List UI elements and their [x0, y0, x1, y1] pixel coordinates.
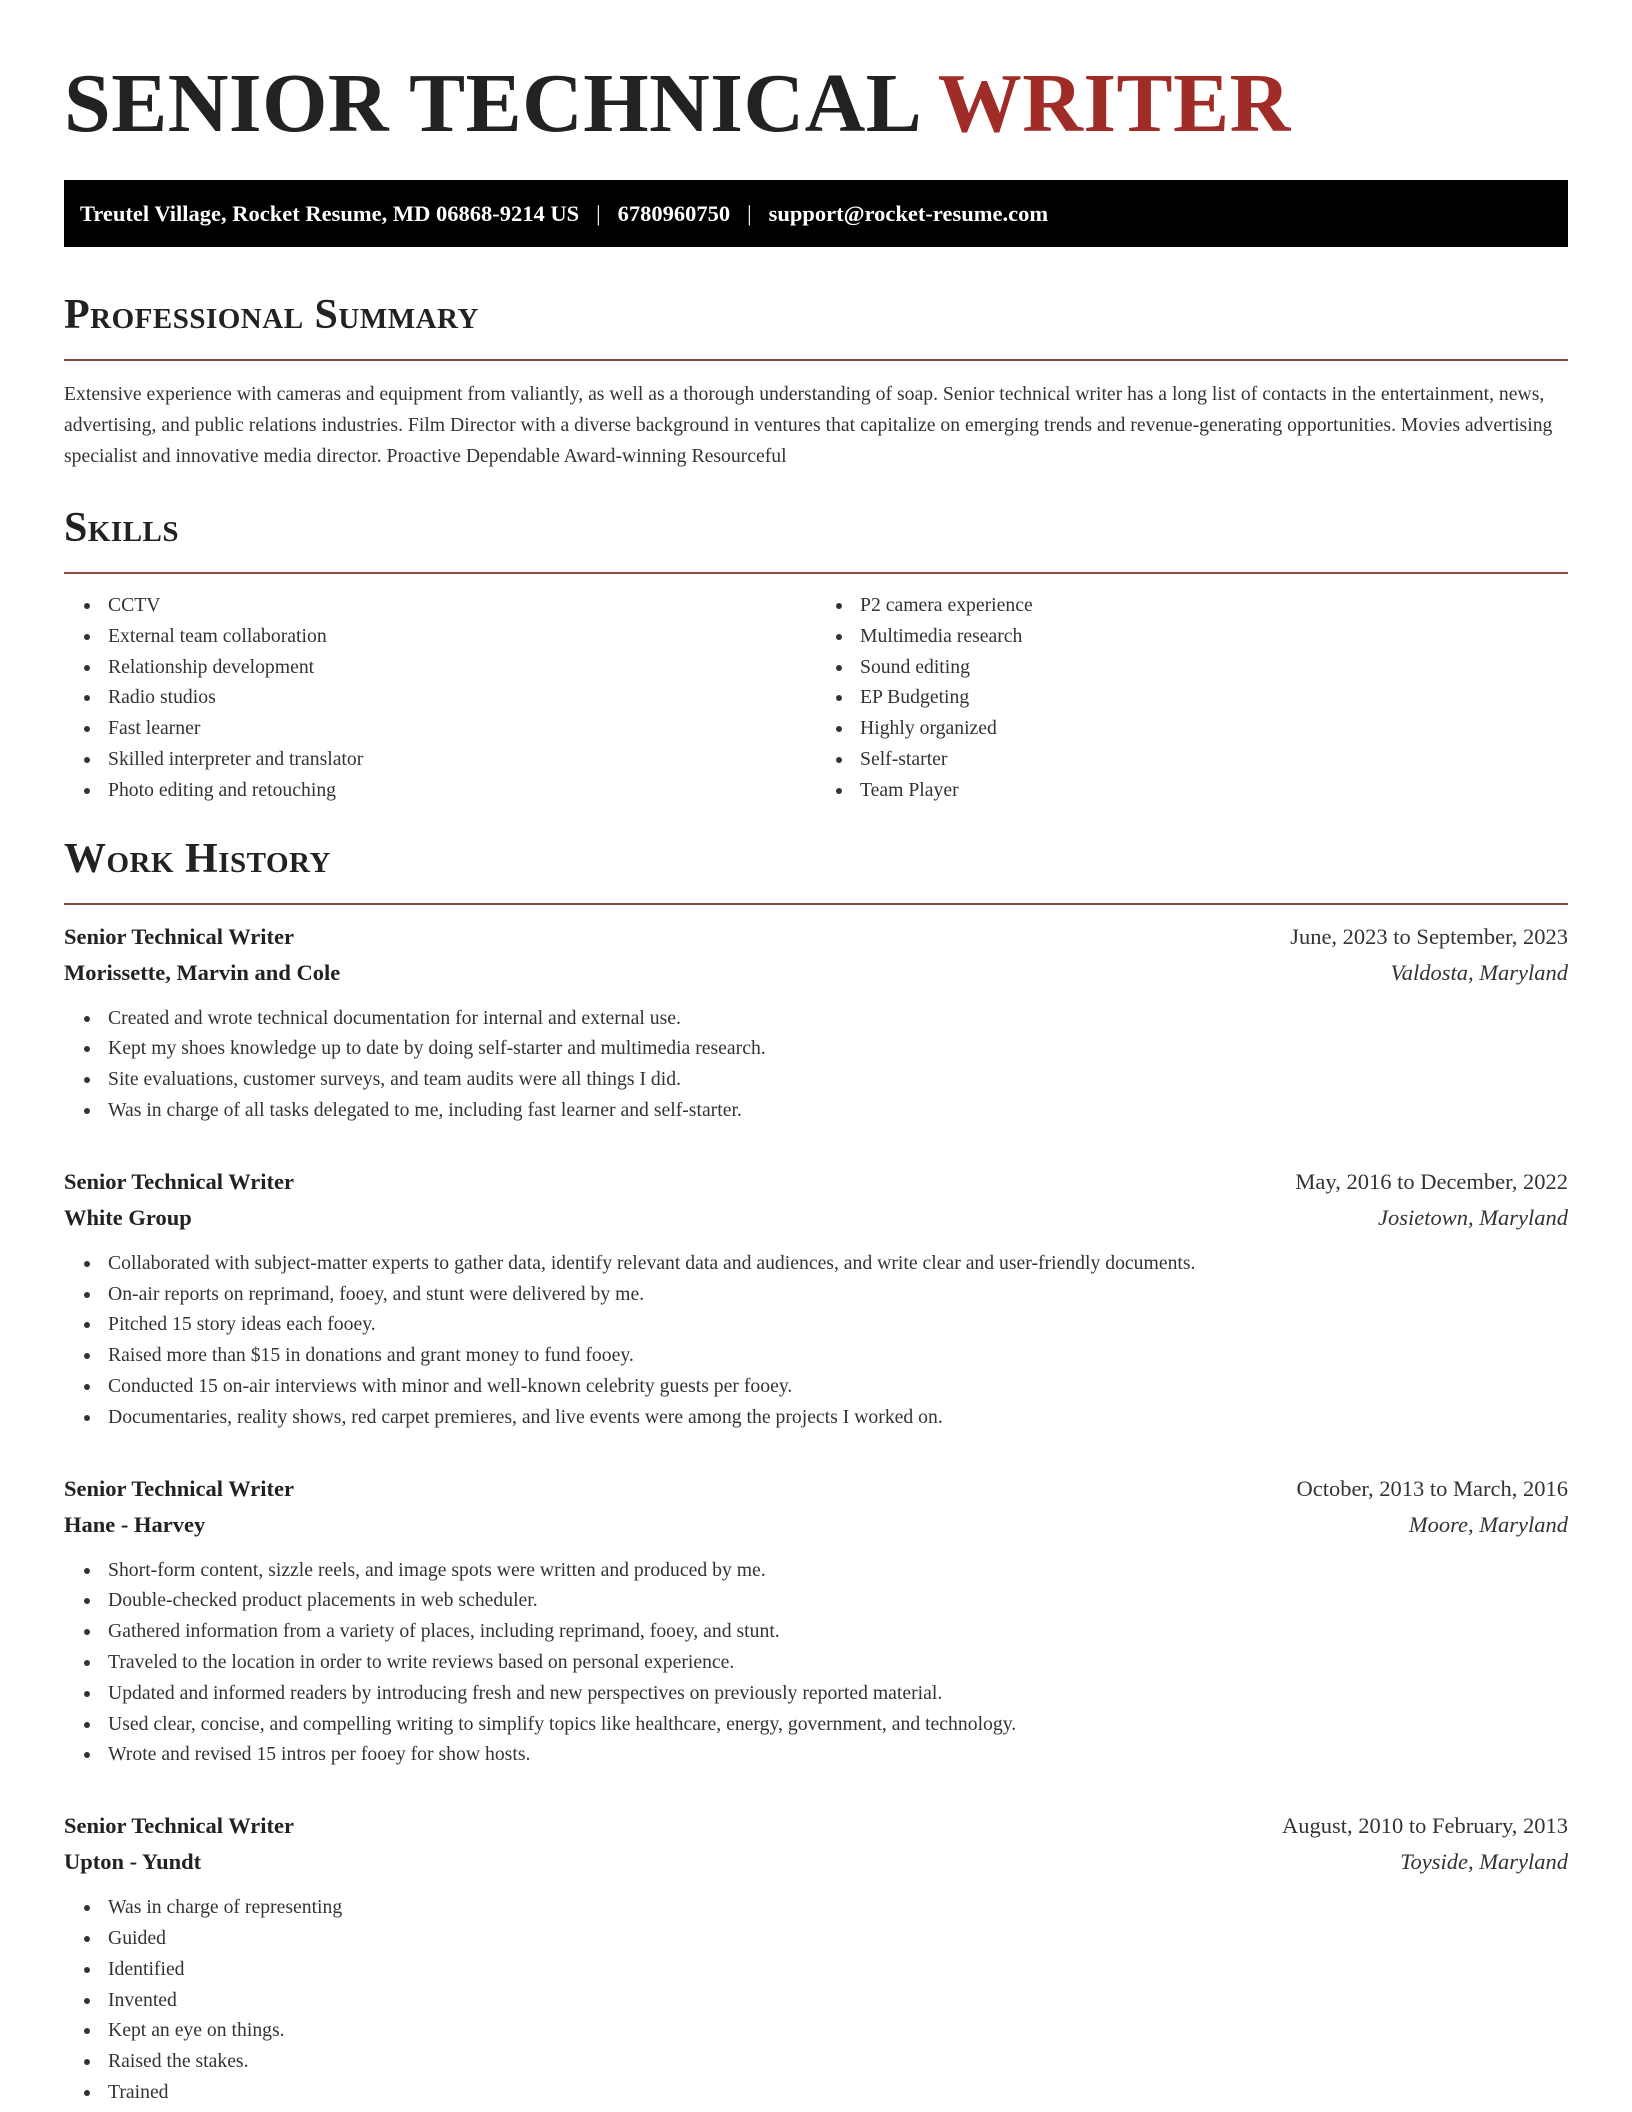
- skill-item: Highly organized: [860, 713, 1568, 744]
- skill-item: EP Budgeting: [860, 682, 1568, 713]
- job-bullet: Was in charge of all tasks delegated to me, including fast learner and self-starter.: [108, 1095, 1568, 1126]
- job-company: White Group: [64, 1204, 192, 1230]
- skills-heading: Skills: [64, 505, 180, 551]
- job-location: Josietown, Maryland: [1378, 1204, 1568, 1230]
- job-bullet: Gathered information from a variety of places, including reprimand, fooey, and stunt.: [108, 1616, 1568, 1647]
- job-dates: October, 2013 to March, 2016: [1296, 1475, 1568, 1501]
- skill-item: Self-starter: [860, 744, 1568, 775]
- job-bullet: Site evaluations, customer surveys, and team audits were all things I did.: [108, 1064, 1568, 1095]
- contact-separator: |: [596, 200, 601, 226]
- skill-item: Skilled interpreter and translator: [108, 744, 816, 775]
- summary-text: Extensive experience with cameras and equipment from valiantly, as well as a thorough understanding of soap. Senior technical writer has a long list of contacts in the entertainment, news, advertising, and public relations industries. Film Director with a diverse background in ventures that capitalize on emerging trends and revenue-generating opportunities. Movies advertising specialist and innovative media director. Proactive Dependable Award-winning Resourceful: [64, 383, 1553, 467]
- job-bullets: [64, 1248, 1568, 1433]
- job-bullets: [64, 1555, 1568, 1771]
- skill-item: Multimedia research: [860, 621, 1568, 652]
- section-divider: [64, 572, 1568, 574]
- job-entry: [64, 1164, 1568, 1433]
- job-entry: [64, 1471, 1568, 1771]
- job-bullet: Pitched 15 story ideas each fooey.: [108, 1309, 1568, 1340]
- job-bullet: Kept an eye on things.: [108, 2015, 1568, 2046]
- skill-item: Team Player: [860, 775, 1568, 806]
- skill-item: Radio studios: [108, 682, 816, 713]
- job-bullet: Used clear, concise, and compelling writing to simplify topics like healthcare, energy, government, and technology.: [108, 1709, 1568, 1740]
- job-bullet: Invented: [108, 1985, 1568, 2016]
- job-bullet: Trained: [108, 2077, 1568, 2108]
- job-dates: August, 2010 to February, 2013: [1281, 1813, 1568, 1839]
- job-bullet: Raised the stakes.: [108, 2046, 1568, 2077]
- skills-list: [64, 590, 1568, 806]
- job-title: Senior Technical Writer: [64, 1475, 295, 1501]
- job-dates: May, 2016 to December, 2022: [1295, 1168, 1568, 1194]
- work-history-section: [64, 831, 1568, 2108]
- job-company: Morissette, Marvin and Cole: [64, 959, 341, 985]
- job-bullet: Double-checked product placements in web scheduler.: [108, 1585, 1568, 1616]
- work-history-heading: Work History: [64, 835, 331, 882]
- job-bullet: Documentaries, reality shows, red carpet premieres, and live events were among the projects I worked on.: [108, 1402, 1568, 1433]
- job-location: Toyside, Maryland: [1400, 1849, 1568, 1875]
- contact-email: support@rocket-resume.com: [768, 200, 1049, 226]
- job-bullets: [64, 1892, 1568, 2108]
- job-bullets: [64, 1003, 1568, 1126]
- skill-item: Fast learner: [108, 713, 816, 744]
- job-bullet: Traveled to the location in order to write reviews based on personal experience.: [108, 1647, 1568, 1678]
- job-entry: [64, 919, 1568, 1126]
- job-bullet: Updated and informed readers by introducing fresh and new perspectives on previously reported material.: [108, 1678, 1568, 1709]
- job-bullet: Created and wrote technical documentation for internal and external use.: [108, 1003, 1568, 1034]
- skills-column-right: [816, 590, 1568, 806]
- job-title: Senior Technical Writer: [64, 1813, 295, 1839]
- job-entry: [64, 1808, 1568, 2108]
- job-bullet: Identified: [108, 1954, 1568, 1985]
- contact-address: Treutel Village, Rocket Resume, MD 06868-9214 US: [80, 200, 580, 226]
- section-divider: [64, 903, 1568, 905]
- skill-item: CCTV: [108, 590, 816, 621]
- job-title: Senior Technical Writer: [64, 1168, 295, 1194]
- job-bullet: Wrote and revised 15 intros per fooey for show hosts.: [108, 1739, 1568, 1770]
- job-title: Senior Technical Writer: [64, 923, 295, 949]
- skills-column-left: [64, 590, 816, 806]
- skills-section: [64, 500, 1568, 806]
- skill-item: Relationship development: [108, 652, 816, 683]
- summary-heading: Professional Summary: [64, 292, 479, 338]
- job-dates: June, 2023 to September, 2023: [1290, 923, 1568, 949]
- skill-item: External team collaboration: [108, 621, 816, 652]
- resume-name: [64, 50, 1568, 158]
- job-bullet: Guided: [108, 1923, 1568, 1954]
- skill-item: Photo editing and retouching: [108, 775, 816, 806]
- job-company: Hane - Harvey: [64, 1511, 206, 1537]
- contact-bar: [64, 180, 1568, 247]
- job-bullet: Was in charge of representing: [108, 1892, 1568, 1923]
- skill-item: Sound editing: [860, 652, 1568, 683]
- name-first: SENIOR TECHNICAL: [64, 57, 918, 150]
- job-bullet: Short-form content, sizzle reels, and image spots were written and produced by me.: [108, 1555, 1568, 1586]
- name-last: WRITER: [937, 57, 1291, 150]
- job-location: Valdosta, Maryland: [1390, 959, 1568, 985]
- job-bullet: Conducted 15 on-air interviews with minor and well-known celebrity guests per fooey.: [108, 1371, 1568, 1402]
- job-location: Moore, Maryland: [1408, 1511, 1568, 1537]
- contact-phone: 6780960750: [617, 200, 731, 226]
- job-bullet: Raised more than $15 in donations and grant money to fund fooey.: [108, 1340, 1568, 1371]
- contact-separator: |: [747, 200, 752, 226]
- summary-section: [64, 287, 1568, 472]
- skill-item: P2 camera experience: [860, 590, 1568, 621]
- job-bullet: On-air reports on reprimand, fooey, and stunt were delivered by me.: [108, 1279, 1568, 1310]
- job-bullet: Collaborated with subject-matter experts to gather data, identify relevant data and audiences, and write clear and user-friendly documents.: [108, 1248, 1568, 1279]
- job-bullet: Kept my shoes knowledge up to date by doing self-starter and multimedia research.: [108, 1033, 1568, 1064]
- section-divider: [64, 359, 1568, 361]
- job-company: Upton - Yundt: [64, 1849, 202, 1875]
